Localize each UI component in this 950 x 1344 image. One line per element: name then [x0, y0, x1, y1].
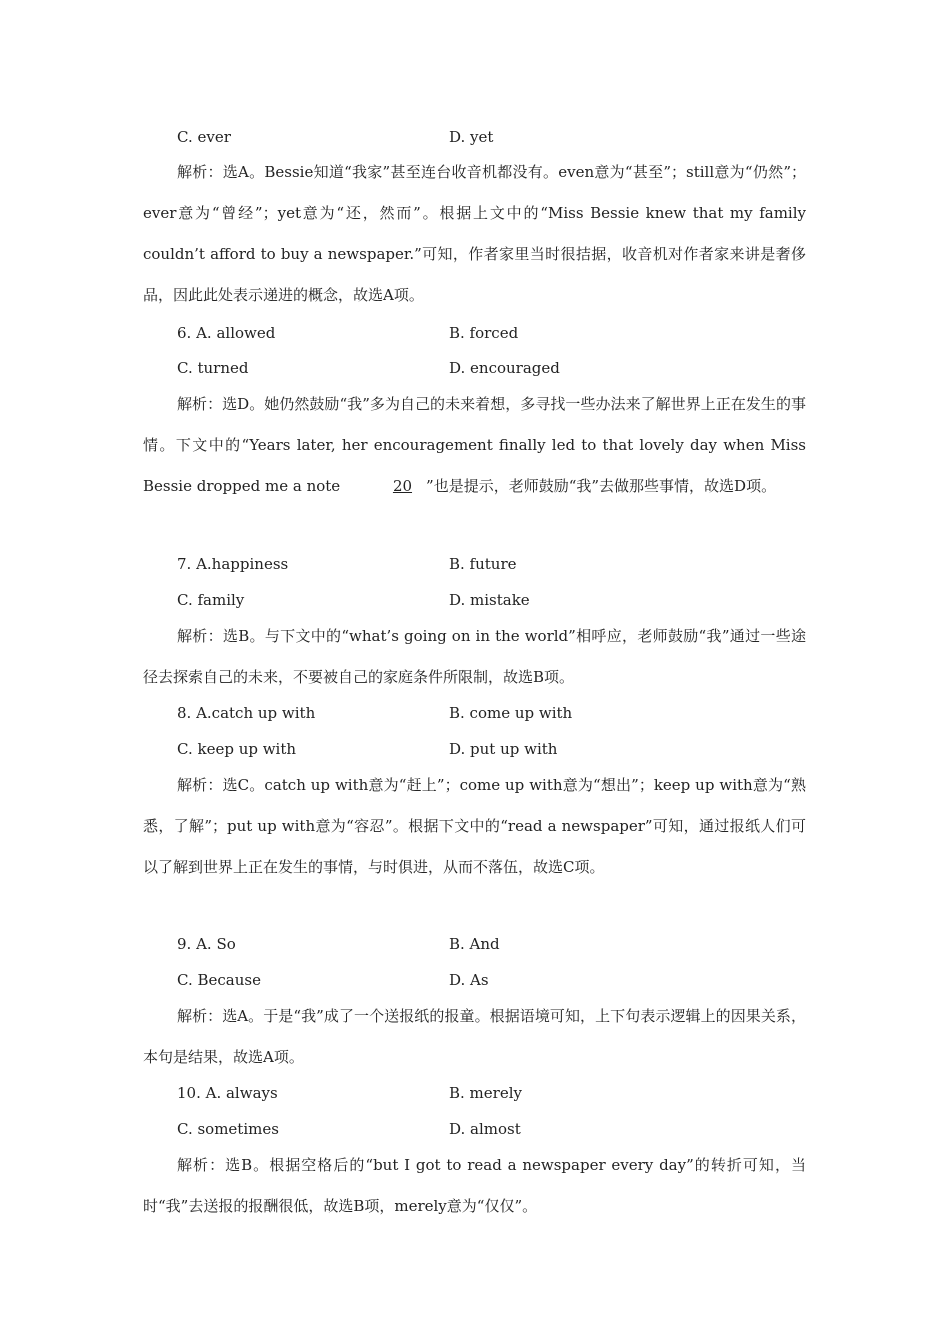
q7-explanation: 解析：选B。与下文中的“what’s going on in the world”相呼应，老师鼓励“我”通过一些途径去探索自己的未来，不要被自己的家庭条件所限制，故选B项。 [143, 627, 806, 686]
q8-option-c: C. keep up with [177, 740, 297, 758]
q8-explanation: 解析：选C。catch up with意为“赶上”；come up with意为“想出”；keep up with意为“熟悉，了解”；put up with意为“容忍”。根据下文中的“read a newspaper”可知，通过报纸人们可以了解到世界上正在发生的事情，与时俱进，从而不落伍，故选C项。 [143, 776, 806, 876]
q10-option-b: B. merely [449, 1084, 522, 1102]
q6-options-ab [177, 321, 817, 345]
q9-option-b: B. And [449, 935, 500, 953]
q7-option-d: D. mistake [449, 591, 530, 609]
q10-option-d: D. almost [449, 1120, 521, 1138]
q10-option-c: C. sometimes [177, 1120, 279, 1138]
q5-explanation: 解析：选A。Bessie知道“我家”甚至连台收音机都没有。even意为“甚至”；still意为“仍然”；ever意为“曾经”；yet意为“还，然而”。根据上文中的“Miss Bessie knew that my family couldn’t afford to buy a newspaper.”可知，作者家里当时很拮据，收音机对作者家来讲是奢侈品，因此此处表示递进的概念，故选A项。 [143, 163, 806, 304]
q6-explanation-part1: 解析：选D。她仍然鼓励“我”多为自己的未来着想，多寻找一些办法来了解世界上正在发生的事情。下文中的“Years later, her encouragement finally led to that lovely day when Miss Bessie dropped me a note [143, 395, 806, 495]
q10-option-a: 10. A. always [177, 1084, 278, 1102]
q5-option-c: C. ever [177, 128, 231, 146]
q8-options-ab [177, 701, 817, 725]
q7-options-ab [177, 552, 817, 576]
q6-blank-number: 20 [392, 477, 413, 495]
q6-option-a: 6. A. allowed [177, 324, 276, 342]
q7-option-a: 7. A.happiness [177, 555, 289, 573]
q8-options-cd [177, 737, 817, 761]
q9-options-cd [177, 968, 817, 992]
q8-option-b: B. come up with [449, 704, 573, 722]
q6-explanation [143, 384, 806, 507]
q10-options-cd [177, 1117, 817, 1141]
q9-option-a: 9. A. So [177, 935, 236, 953]
q9-option-c: C. Because [177, 971, 261, 989]
q7-option-b: B. future [449, 555, 517, 573]
q5-option-d: D. yet [449, 128, 494, 146]
q9-option-d: D. As [449, 971, 489, 989]
q6-option-d: D. encouraged [449, 359, 560, 377]
q7-option-c: C. family [177, 591, 245, 609]
q5-options-cd [177, 125, 817, 149]
q10-explanation: 解析：选B。根据空格后的“but I got to read a newspaper every day”的转折可知，当时“我”去送报的报酬很低，故选B项，merely意为“仅仅”。 [143, 1156, 806, 1215]
q7-options-cd [177, 588, 817, 612]
q8-option-d: D. put up with [449, 740, 558, 758]
q6-explanation-part2: ”也是提示，老师鼓励“我”去做那些事情，故选D项。 [426, 477, 777, 495]
q6-option-c: C. turned [177, 359, 249, 377]
q9-explanation: 解析：选A。于是“我”成了一个送报纸的报童。根据语境可知，上下句表示逻辑上的因果关系，本句是结果，故选A项。 [143, 1007, 806, 1066]
q6-option-b: B. forced [449, 324, 519, 342]
q10-options-ab [177, 1081, 817, 1105]
q9-options-ab [177, 932, 817, 956]
q6-options-cd [177, 356, 817, 380]
q8-option-a: 8. A.catch up with [177, 704, 316, 722]
